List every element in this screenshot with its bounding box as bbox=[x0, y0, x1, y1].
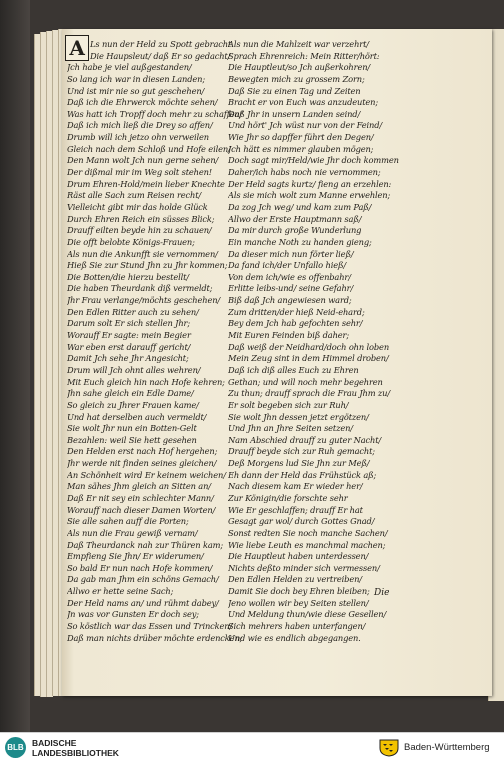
verse-line-left: Drum Ehren-Hold/mein lieber Knechte bbox=[67, 178, 225, 189]
verse-line-left: Als nun die Ankunfft sie vernommen/ bbox=[67, 248, 218, 259]
verse-line-left: Jhr Frau verlange/möchts geschehen/ bbox=[67, 295, 221, 306]
verse-line-left: Durch Ehren Reich ein süsses Blick; bbox=[67, 213, 215, 224]
verse-line-left: Drauff eilten beyde hin zu schauen/ bbox=[67, 225, 212, 236]
verse-line-left: Man sähes Jhm gleich an Sitten an/ bbox=[67, 481, 211, 492]
verse-line-left: Worauff Er sagte: mein Begier bbox=[67, 330, 191, 341]
verse-line-left: Hieß Sie zur Stund Jhn zu Jhr kommen; bbox=[67, 260, 228, 271]
verse-line-left: Was hatt ich Tropff doch mehr zu schaffen/ bbox=[67, 108, 243, 119]
verse-line-right: Zum dritten/der hieß Neid-ehard; bbox=[228, 306, 365, 317]
verse-line-right: Daß Sie zu einen Tag und Zeiten bbox=[228, 85, 361, 96]
verse-line-right: Bewegten mich zu grossem Zorn; bbox=[228, 73, 365, 84]
verse-line-left: Mit Euch gleich hin nach Hofe kehren; bbox=[67, 376, 225, 387]
verse-line-right: Erlitte leibs-und/ seine Gefahr/ bbox=[228, 283, 354, 294]
verse-line-right: Da fand ich/der Unfallo hieß/ bbox=[228, 260, 346, 271]
verse-line-left: Ls nun der Held zu Spott gebracht bbox=[90, 39, 232, 49]
verse-line-right: Damit Sie doch bey Ehren bleiben; bbox=[228, 586, 370, 597]
verse-line-left: Drum will Jch ohnt alles wehren/ bbox=[67, 364, 201, 375]
verse-line-left: Drumb will ich jetzo ohn verweilen bbox=[67, 132, 209, 143]
verse-line-right: Bey dem Jch hab gefochten sehr/ bbox=[228, 318, 363, 329]
verse-line-right: Gethan; und will noch mehr begehren bbox=[228, 376, 383, 387]
verse-line-right: Da zog Jch weg/ und kam zum Paß/ bbox=[228, 201, 372, 212]
verse-line-right: Daß Jhr in unsern Landen seind/ bbox=[228, 108, 361, 119]
verse-line-right: Zu thun; drauff sprach die Frau Jhm zu/ bbox=[228, 388, 390, 399]
verse-line-left: Jn was vor Gunsten Er doch sey; bbox=[67, 609, 199, 620]
verse-line-left: So gleich zu Jhrer Frauen kame/ bbox=[67, 399, 199, 410]
verse-line-left: Vielleicht gibt mir das holde Glück bbox=[67, 201, 208, 212]
library-name-line2: LANDESBIBLIOTHEK bbox=[32, 748, 119, 758]
verse-line-right: Sich mehrers haben unterfangen/ bbox=[228, 621, 366, 632]
blb-logo[interactable]: BLB bbox=[5, 737, 26, 758]
verse-line-left: Daß ich mich ließ die Drey so affen/ bbox=[67, 120, 213, 131]
verse-line-right: Die Hauptleut haben unterdessen/ bbox=[228, 551, 369, 562]
verse-line-right: Und Jhn an Jhre Seiten setzen/ bbox=[228, 423, 353, 434]
verse-line-left: Jhn sahe gleich ein Edle Dame/ bbox=[67, 388, 194, 399]
verse-line-right: Wie Er geschlaffen; drauff Er hat bbox=[228, 504, 363, 515]
verse-line-left: Räst alle Sach zum Reisen recht/ bbox=[67, 190, 202, 201]
verse-line-right: Eh dann der Held das Frühstück aß; bbox=[228, 469, 377, 480]
library-name-line1: BADISCHE bbox=[32, 738, 77, 748]
verse-line-right: Wie Jhr so dapffer führt den Degen/ bbox=[228, 132, 374, 143]
verse-line-left: Damit Jch sehe Jhr Angesicht; bbox=[67, 353, 189, 364]
verse-line-right: Mit Euren Feinden biß daher; bbox=[228, 330, 350, 341]
verse-line-left: Sie wolt Jhr nun ein Botten-Gelt bbox=[67, 423, 197, 434]
verse-line-left: Die offt belobte Königs-Frauen; bbox=[67, 236, 195, 247]
verse-line-right: Da mir durch große Wunderlung bbox=[228, 225, 362, 236]
verse-line-right: Als nun die Mahlzeit war verzehrt/ bbox=[228, 39, 369, 49]
decorated-initial: A bbox=[65, 35, 89, 61]
verse-line-right: Nach diesem kam Er wieder her/ bbox=[228, 481, 363, 492]
state-coat-of-arms-icon[interactable] bbox=[378, 738, 400, 757]
catchword: Die bbox=[374, 588, 390, 598]
verse-line-right: Als sie mich wolt zum Manne erwehlen; bbox=[228, 190, 391, 201]
verse-line-right: Der Held sagts kurtz/ fieng an erzehlen: bbox=[228, 178, 392, 189]
verse-line-left: Den Helden erst nach Hof hergehen; bbox=[67, 446, 218, 457]
verse-line-left: Die haben Theurdank diß vermeldt; bbox=[67, 283, 213, 294]
verse-line-left: Und ist mir nie so gut geschehen/ bbox=[67, 85, 205, 96]
verse-line-right: Gesagt gar wol/ durch Gottes Gnad/ bbox=[228, 516, 375, 527]
verse-line-left: Gleich nach dem Schloß und Hofe eilen/ bbox=[67, 143, 231, 154]
library-name[interactable] bbox=[32, 738, 119, 758]
verse-line-left: So köstlich war das Essen und Trincken/ bbox=[67, 621, 233, 632]
verse-line-right: Daß ich diß alles Euch zu Ehren bbox=[228, 364, 359, 375]
verse-line-right: Sie wolt Jhn dessen jetzt ergötzen/ bbox=[228, 411, 369, 422]
verse-line-right: Nichts deßto minder sich vermessen/ bbox=[228, 562, 380, 573]
verse-line-right: Daher/ich habs noch nie vernommen; bbox=[228, 167, 381, 178]
verse-line-left: An Schönheit wird Er keinem weichen/ bbox=[67, 469, 226, 480]
verse-line-left: Den Edlen Ritter auch zu sehen/ bbox=[67, 306, 199, 317]
verse-line-right: Sonst redten Sie noch manche Sachen/ bbox=[228, 527, 388, 538]
verse-line-right: Zur Königin/die forschte sehr bbox=[228, 492, 348, 503]
verse-line-right: Jch hätt es nimmer glauben mögen; bbox=[228, 143, 374, 154]
verse-line-right: Wie liebe Leuth es manchmal machen; bbox=[228, 539, 386, 550]
verse-line-right: Deß Morgens lud Sie Jhn zur Meß/ bbox=[228, 458, 370, 469]
verse-line-left: Daß Theurdanck nah zur Thüren kam; bbox=[67, 539, 223, 550]
verse-line-right: Und Meldung thun/wie diese Gesellen/ bbox=[228, 609, 387, 620]
verse-line-right: Allwo der Erste Hauptmann saß/ bbox=[228, 213, 362, 224]
verse-line-right: Den Edlen Helden zu vertreiben/ bbox=[228, 574, 362, 585]
verse-line-right: Biß daß Jch angewiesen ward; bbox=[228, 295, 352, 306]
verse-line-left: Daß Er nit sey ein schlechter Mann/ bbox=[67, 492, 214, 503]
verse-line-left: Den Mann wolt Jch nun gerne sehen/ bbox=[67, 155, 219, 166]
verse-line-left: Empfieng Sie Jhn/ Er widerumen/ bbox=[67, 551, 204, 562]
verse-line-left: Der dißmal mir im Weg solt stehen! bbox=[67, 167, 212, 178]
verse-line-left: Sie alle sahen auff die Porten; bbox=[67, 516, 189, 527]
verse-line-right: Drauff beyde sich zur Ruh gemacht; bbox=[228, 446, 375, 457]
verse-line-right: Nam Abschied drauff zu guter Nacht/ bbox=[228, 434, 382, 445]
verse-line-left: Als nun die Frau gewiß vernam/ bbox=[67, 527, 198, 538]
verse-line-right: Jeno wollen wir bey Seiten stellen/ bbox=[228, 597, 369, 608]
verse-line-left: Worauff nach dieser Damen Worten/ bbox=[67, 504, 216, 515]
verse-line-right: Sprach Ehrenreich: Mein Ritter/hört: bbox=[228, 50, 380, 61]
verse-line-right: Da dieser mich nun förter ließ/ bbox=[228, 248, 354, 259]
verse-line-left: So bald Er nun nach Hofe kommen/ bbox=[67, 562, 213, 573]
verse-line-right: Die Hauptleut/so Jch außerkohren/ bbox=[228, 62, 371, 73]
verse-line-left: So lang ich war in diesen Landen; bbox=[67, 73, 206, 84]
verse-line-left: Daß ich die Ehrwerck möchte sehen/ bbox=[67, 97, 218, 108]
verse-line-left: Die Botten/die hierzu bestellt/ bbox=[67, 271, 189, 282]
verse-line-right: Ein manche Noth zu handen gieng; bbox=[228, 236, 372, 247]
state-name[interactable]: Baden-Württemberg bbox=[404, 742, 490, 753]
verse-line-right: Und hört' Jch wüst nur von der Feind/ bbox=[228, 120, 383, 131]
verse-line-right: Doch sagt mir/Held/wie Jhr doch kommen bbox=[228, 155, 399, 166]
verse-line-left: Jch habe je viel außgestanden/ bbox=[67, 62, 192, 73]
verse-line-left: Daß man nichts drüber möchte erdencken; bbox=[67, 632, 243, 643]
verse-line-left: War eben erst darauff gericht/ bbox=[67, 341, 191, 352]
verse-line-left: Da gab man Jhm ein schöns Gemach/ bbox=[67, 574, 219, 585]
verse-line-right: Von dem ich/wie es offenbahr/ bbox=[228, 271, 351, 282]
verse-line-right: Mein Zeug sint in dem Himmel droben/ bbox=[228, 353, 389, 364]
verse-line-left: Die Haupsleut/ daß Er so gedacht/ bbox=[90, 50, 231, 61]
verse-line-left: Bezahlen: weil Sie hett gesehen bbox=[67, 434, 197, 445]
verse-line-right: Daß weiß der Neidhard/doch ohn loben bbox=[228, 341, 390, 352]
verse-line-right: Er solt begeben sich zur Ruh/ bbox=[228, 399, 349, 410]
verse-line-right: Bracht er von Euch was anzudeuten; bbox=[228, 97, 378, 108]
verse-line-left: Darum solt Er sich stellen Jhr; bbox=[67, 318, 190, 329]
verse-line-left: Allwo er hette seine Sach; bbox=[67, 586, 174, 597]
verse-line-right: Und wie es endlich abgegangen. bbox=[228, 632, 361, 643]
right-text-column bbox=[228, 39, 420, 644]
verse-line-left: Der Held nams an/ und rühmt dabey/ bbox=[67, 597, 219, 608]
binding-edge bbox=[0, 0, 30, 732]
verse-line-left: Und hat derselben auch vermeldt/ bbox=[67, 411, 207, 422]
verse-line-left: Jhr werde nit finden seines gleichen/ bbox=[67, 458, 217, 469]
footer-bar bbox=[0, 732, 504, 762]
